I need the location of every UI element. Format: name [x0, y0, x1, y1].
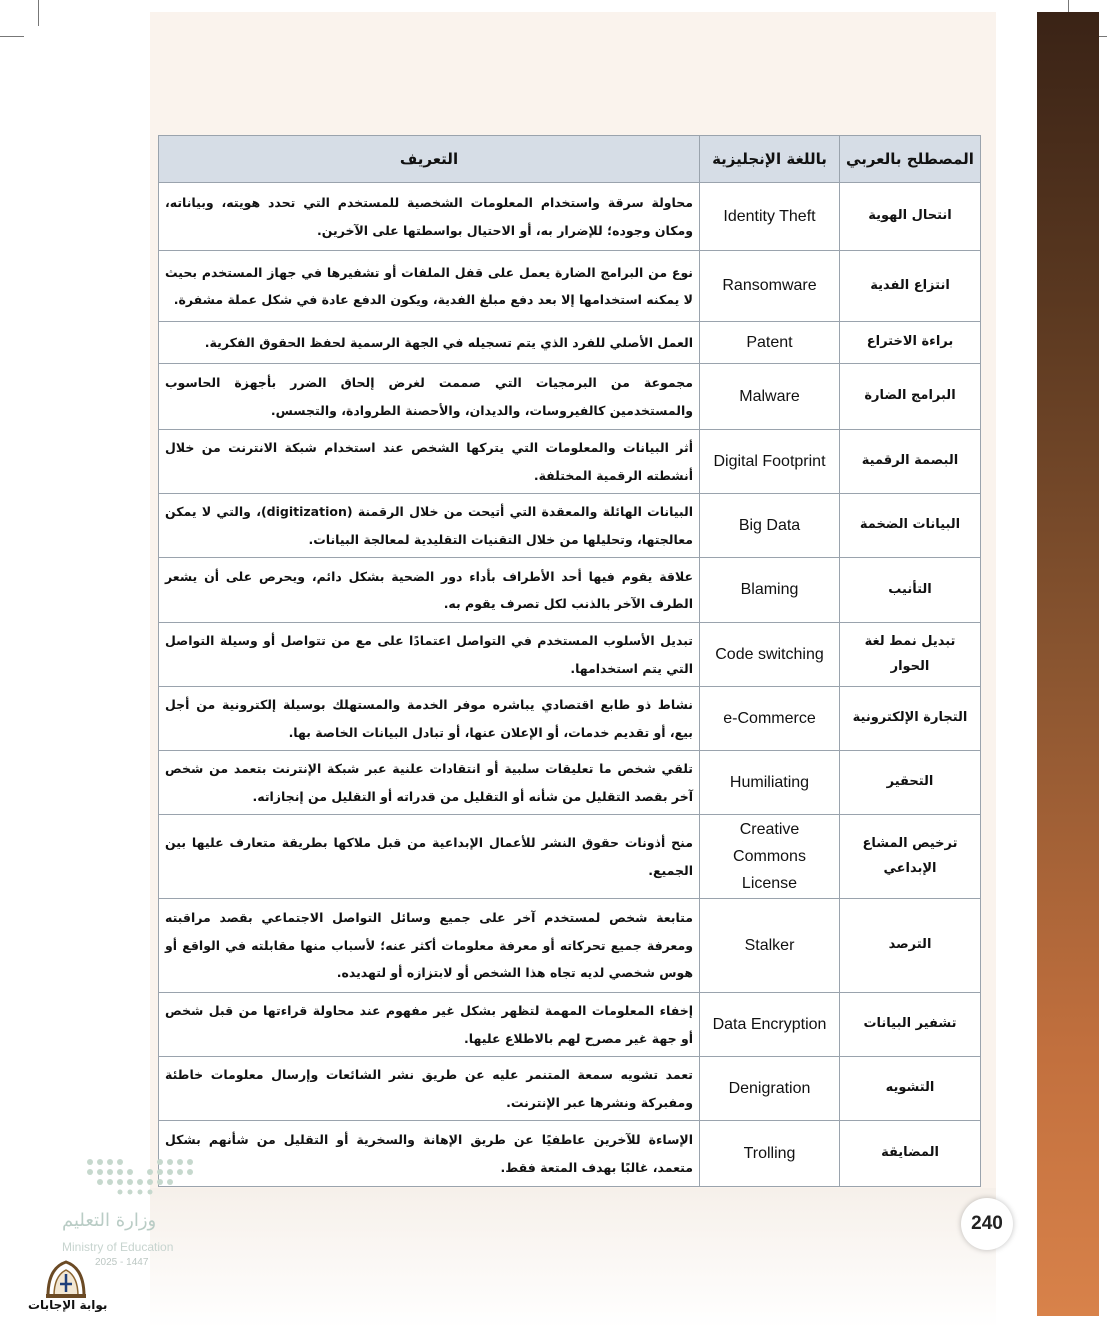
definition-cell: العمل الأصلي للفرد الذي يتم تسجيله في الجهة الرسمية لحفظ الحقوق الفكرية. — [159, 322, 700, 364]
english-term-cell: Digital Footprint — [700, 430, 840, 494]
answers-portal-label: بوابة الإجابات — [28, 1298, 108, 1312]
table-header-row — [159, 136, 981, 183]
english-term-cell: Humiliating — [700, 751, 840, 815]
definition-cell: منح أذونات حقوق النشر للأعمال الإبداعية من قبل ملاكها بطريقة متعارف عليها بين الجميع. — [159, 815, 700, 899]
english-term-cell: Patent — [700, 322, 840, 364]
crop-mark-left-vertical — [38, 0, 39, 26]
arabic-term-cell: البيانات الضخمة — [840, 494, 981, 558]
definition-cell: تلقي شخص ما تعليقات سلبية أو انتقادات علنية عبر شبكة الإنترنت بتعمد من شخص آخر بقصد التقليل من شأنه أو التقليل من قدراته أو التقليل من إنجازاته. — [159, 751, 700, 815]
english-term-cell: Blaming — [700, 558, 840, 623]
english-term-cell: Ransomware — [700, 251, 840, 322]
arabic-term-cell: ترخيص المشاع الإبداعي — [840, 815, 981, 899]
table-row — [159, 322, 981, 364]
ministry-logo-dots-icon — [60, 1154, 200, 1198]
arabic-term-cell: التشويه — [840, 1057, 981, 1121]
definition-cell: متابعة شخص لمستخدم آخر على جميع وسائل التواصل الاجتماعي بقصد مراقبته ومعرفة جميع تحركاته أو معرفة معلومات أكثر عنه؛ لأسباب منها مقابلته في الواقع أو هوس شخصي لديه تجاه هذا الشخص أو لابتزازه أو لتهديده. — [159, 899, 700, 993]
arabic-term-cell: تبديل نمط لغة الحوار — [840, 623, 981, 687]
table-row — [159, 183, 981, 251]
table-row — [159, 751, 981, 815]
definition-cell: تبديل الأسلوب المستخدم في التواصل اعتمادًا على مع من تتواصل أو وسيلة التواصل التي يتم استخدامها. — [159, 623, 700, 687]
table-row — [159, 364, 981, 430]
table-row — [159, 1057, 981, 1121]
definition-cell: أثر البيانات والمعلومات التي يتركها الشخص عند استخدام شبكة الانترنت من خلال أنشطته الرقمية المختلفة. — [159, 430, 700, 494]
crop-mark-left-horizontal — [0, 36, 24, 37]
ministry-name-english: Ministry of Education — [62, 1240, 174, 1254]
english-term-cell: Data Encryption — [700, 993, 840, 1057]
english-term-cell: Big Data — [700, 494, 840, 558]
english-term-cell: Identity Theft — [700, 183, 840, 251]
english-term-cell: Code switching — [700, 623, 840, 687]
table-row — [159, 251, 981, 322]
arabic-term-cell: انتحال الهوية — [840, 183, 981, 251]
definition-cell: نوع من البرامج الضارة يعمل على قفل الملفات أو تشفيرها في جهاز المستخدم بحيث لا يمكنه استخدامها إلا بعد دفع مبلغ الفدية، ويكون الدفع عادة في شكل عملة مشفرة. — [159, 251, 700, 322]
arabic-term-cell: تشفير البيانات — [840, 993, 981, 1057]
definition-cell: مجموعة من البرمجيات التي صممت لغرض إلحاق الضرر بأجهزة الحاسوب والمستخدمين كالفيروسات، والديدان، والأحصنة الطروادة، والتجسس. — [159, 364, 700, 430]
arabic-term-cell: المضايقة — [840, 1121, 981, 1187]
table-row — [159, 1121, 981, 1187]
arabic-term-cell: الترصد — [840, 899, 981, 993]
english-term-cell: Creative Commons License — [700, 815, 840, 899]
arabic-term-cell: التحقير — [840, 751, 981, 815]
table-row — [159, 494, 981, 558]
definition-cell: إخفاء المعلومات المهمة لتظهر بشكل غير مفهوم عند محاولة قراءتها من قبل شخص أو جهة غير مصرح لهم بالاطلاع عليها. — [159, 993, 700, 1057]
header-definition: التعريف — [159, 136, 700, 183]
table-row — [159, 899, 981, 993]
arabic-term-cell: التجارة الإلكترونية — [840, 687, 981, 751]
definition-cell: البيانات الهائلة والمعقدة التي أتيحت من خلال الرقمنة (digitization)، والتي لا يمكن معالجتها، وتحليلها من خلال التقنيات التقليدية لمعالجة البيانات. — [159, 494, 700, 558]
header-arabic-term: المصطلح بالعربي — [840, 136, 981, 183]
ministry-name-arabic: وزارة التعليم — [62, 1210, 157, 1231]
arabic-term-cell: براءة الاختراع — [840, 322, 981, 364]
page-number: 240 — [961, 1198, 1013, 1250]
definition-cell: الإساءة للآخرين عاطفيًا عن طريق الإهانة والسخرية أو التقليل من شأنهم بشكل متعمد، غالبًا بهدف المتعة فقط. — [159, 1121, 700, 1187]
table-row — [159, 558, 981, 623]
decorative-side-strip — [1037, 12, 1099, 1316]
glossary-table — [158, 135, 981, 1187]
ministry-year: 2025 - 1447 — [95, 1257, 149, 1268]
english-term-cell: e-Commerce — [700, 687, 840, 751]
definition-cell: محاولة سرقة واستخدام المعلومات الشخصية للمستخدم التي تحدد هويته، وبياناته، ومكان وجوده؛ للإضرار به، أو الاحتيال بواسطتها على الآخرين. — [159, 183, 700, 251]
arabic-term-cell: انتزاع الفدية — [840, 251, 981, 322]
table-row — [159, 623, 981, 687]
english-term-cell: Malware — [700, 364, 840, 430]
table-row — [159, 993, 981, 1057]
english-term-cell: Trolling — [700, 1121, 840, 1187]
definition-cell: تعمد تشويه سمعة المتنمر عليه عن طريق نشر الشائعات وإرسال معلومات خاطئة ومفبركة ونشرها عبر الإنترنت. — [159, 1057, 700, 1121]
arabic-term-cell: البصمة الرقمية — [840, 430, 981, 494]
arabic-term-cell: التأنيب — [840, 558, 981, 623]
arabic-term-cell: البرامج الضارة — [840, 364, 981, 430]
definition-cell: علاقة يقوم فيها أحد الأطراف بأداء دور الضحية بشكل دائم، ويحرص على أن يشعر الطرف الآخر بالذنب لكل تصرف يقوم به. — [159, 558, 700, 623]
table-row — [159, 430, 981, 494]
table-row — [159, 815, 981, 899]
english-term-cell: Stalker — [700, 899, 840, 993]
page-bottom-fade — [150, 1188, 996, 1328]
definition-cell: نشاط ذو طابع اقتصادي يباشره موفر الخدمة والمستهلك بوسيلة إلكترونية من أجل بيع، أو تقديم خدمات، أو الإعلان عنها، أو تبادل البيانات الخاصة بها. — [159, 687, 700, 751]
header-english-term: باللغة الإنجليزية — [700, 136, 840, 183]
english-term-cell: Denigration — [700, 1057, 840, 1121]
answers-portal-logo-icon — [30, 1256, 102, 1328]
table-row — [159, 687, 981, 751]
